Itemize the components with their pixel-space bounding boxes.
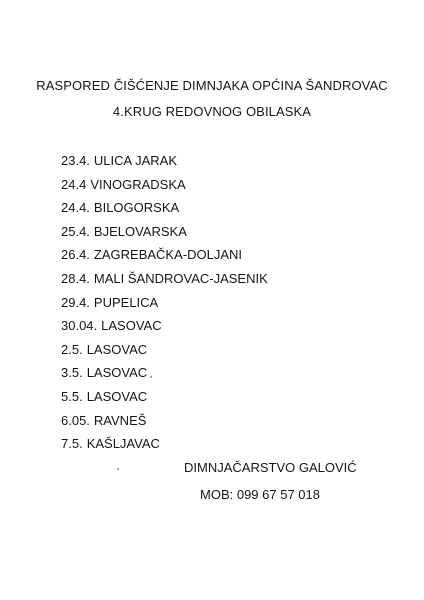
schedule-list bbox=[61, 149, 268, 456]
schedule-item bbox=[61, 149, 268, 173]
schedule-location: LASOVAC bbox=[86, 341, 148, 357]
schedule-date: 23.4. bbox=[61, 153, 90, 168]
schedule-location: BILOGORSKA bbox=[93, 200, 180, 216]
schedule-item bbox=[61, 243, 268, 267]
schedule-location: LASOVAC bbox=[86, 388, 148, 404]
schedule-location: LASOVAC bbox=[86, 365, 148, 381]
schedule-location: PUPELICA bbox=[93, 294, 159, 310]
schedule-item bbox=[61, 338, 268, 362]
schedule-location: MALI ŠANDROVAC-JASENIK bbox=[93, 270, 268, 286]
schedule-item bbox=[61, 173, 268, 197]
schedule-location: LASOVAC bbox=[101, 318, 162, 334]
scan-speck bbox=[117, 468, 119, 470]
schedule-date: 25.4. bbox=[61, 223, 90, 239]
schedule-date: 2.5. bbox=[61, 341, 83, 357]
schedule-item bbox=[61, 314, 268, 338]
schedule-date: 26.4. bbox=[61, 247, 90, 263]
schedule-date: 7.5. bbox=[61, 436, 83, 452]
schedule-item bbox=[61, 432, 268, 456]
company-name: DIMNJAČARSTVO GALOVIĆ bbox=[184, 460, 357, 475]
schedule-date: 6.05. bbox=[61, 412, 90, 428]
schedule-item bbox=[61, 196, 268, 220]
schedule-location: BJELOVARSKA bbox=[93, 223, 187, 239]
schedule-item bbox=[61, 220, 268, 244]
schedule-date: 5.5. bbox=[61, 388, 83, 404]
schedule-location: ULICA JARAK bbox=[93, 153, 178, 168]
schedule-item bbox=[61, 267, 268, 291]
schedule-date: 29.4. bbox=[61, 294, 90, 310]
schedule-location: RAVNEŠ bbox=[93, 412, 147, 428]
schedule-date: 24.4 bbox=[61, 176, 87, 192]
schedule-location: ZAGREBAČKA-DOLJANI bbox=[93, 247, 243, 263]
schedule-date: 3.5. bbox=[61, 365, 83, 381]
schedule-date: 24.4. bbox=[61, 200, 90, 216]
schedule-item bbox=[61, 291, 268, 315]
document-subtitle: 4.KRUG REDOVNOG OBILASKA bbox=[112, 104, 312, 119]
schedule-location: KAŠLJAVAC bbox=[86, 436, 160, 452]
schedule-date: 30.04. bbox=[61, 318, 98, 334]
company-phone: MOB: 099 67 57 018 bbox=[200, 487, 320, 502]
scan-speck bbox=[150, 376, 152, 378]
schedule-item bbox=[61, 409, 268, 433]
schedule-date: 28.4. bbox=[61, 270, 90, 286]
schedule-item bbox=[61, 385, 268, 409]
schedule-location: VINOGRADSKA bbox=[90, 176, 186, 192]
schedule-item bbox=[61, 361, 268, 385]
document-title: RASPORED ČIŠĆENJE DIMNJAKA OPĆINA ŠANDROVAC bbox=[36, 78, 388, 93]
